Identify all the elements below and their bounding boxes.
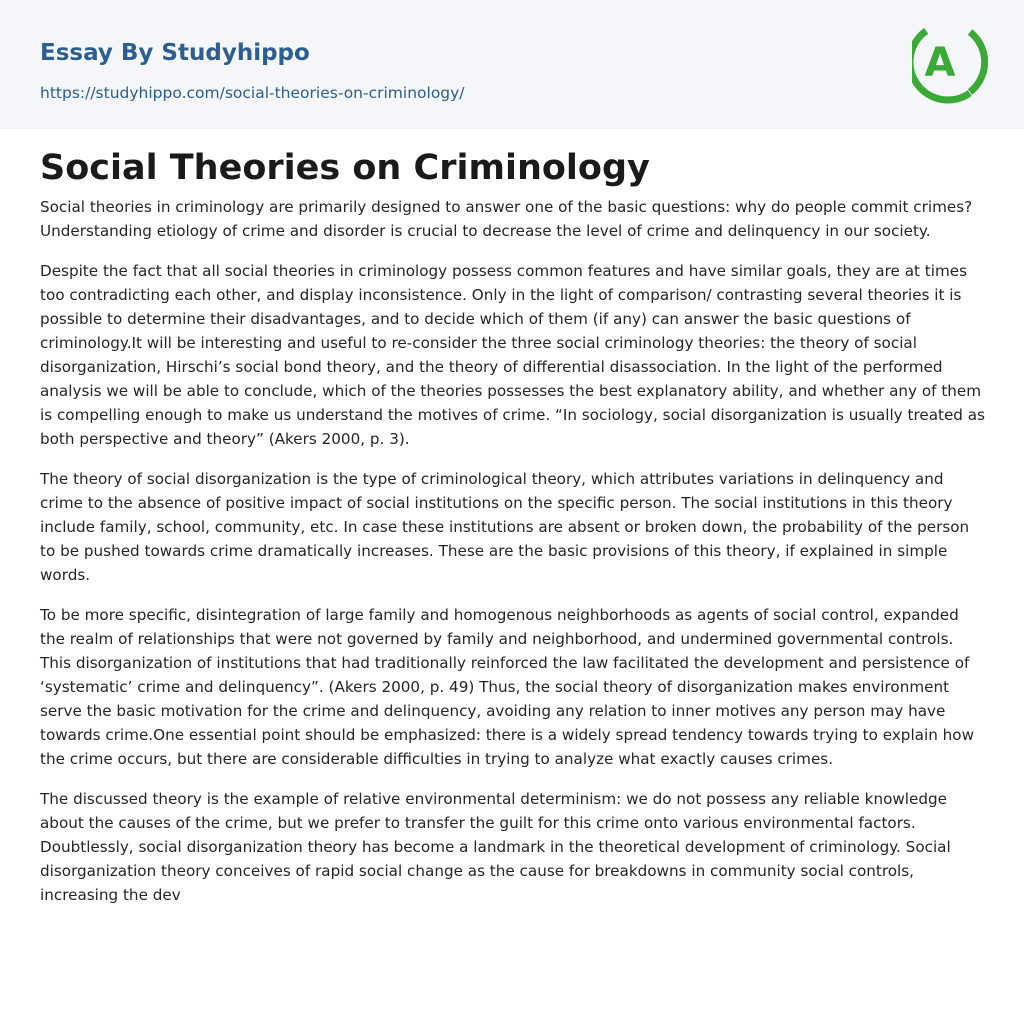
studyhippo-logo-icon[interactable] [912,18,988,106]
svg-text:A: A [924,40,956,86]
article-paragraph: The theory of social disorganization is the type of criminological theory, which attributes variations in delinquency and crime to the absence of positive impact of social institutions on the specific person. The social institutions in this theory include family, school, community, etc. In case these institutions are absent or broken down, the probability of the person to be pushed towards crime dramatically increases. These are the basic provisions of this theory, if explained in simple words. [40,470,970,584]
site-brand[interactable]: Essay By Studyhippo [40,40,310,66]
article-body [40,195,988,923]
essay-url-link[interactable]: https://studyhippo.com/social-theories-on-criminology/ [40,84,465,102]
article-paragraph: The discussed theory is the example of relative environmental determinism: we do not possess any reliable knowledge about the causes of the crime, but we prefer to transfer the guilt for this crime onto various environmental factors. Doubtlessly, social disorganization theory has become a landmark in the theoretical development of criminology. Social disorganization theory conceives of rapid social change as the cause for breakdowns in community social controls, increasing the dev [40,790,951,904]
article-paragraph: Despite the fact that all social theories in criminology possess common features and have similar goals, they are at times too contradicting each other, and display inconsistence. Only in the light of comparison/ contrasting several theories it is possible to determine their disadvantages, and to decide which of them (if any) can answer the basic questions of criminology.It will be interesting and useful to re-consider the three social criminology theories: the theory of social disorganization, Hirschi’s social bond theory, and the theory of differential disassociation. In the light of the performed analysis we will be able to conclude, which of the theories possesses the best explanatory ability, and whether any of them is compelling enough to make us understand the motives of crime. “In sociology, social disorganization is usually treated as both perspective and theory” (Akers 2000, p. 3). [40,262,985,448]
article-paragraph: Social theories in criminology are primarily designed to answer one of the basic questions: why do people commit crimes? Understanding etiology of crime and disorder is crucial to decrease the level of crime and delinquency in our society. [40,198,973,240]
article-paragraph: To be more specific, disintegration of large family and homogenous neighborhoods as agents of social control, expanded the realm of relationships that were not governed by family and neighborhood, and undermined governmental controls. This disorganization of institutions that had traditionally reinforced the law facilitated the development and persistence of ‘systematic’ crime and delinquency”. (Akers 2000, p. 49) Thus, the social theory of disorganization makes environment serve the basic motivation for the crime and delinquency, avoiding any relation to inner motives any person may have towards crime.One essential point should be emphasized: there is a widely spread tendency towards trying to explain how the crime occurs, but there are considerable difficulties in trying to analyze what exactly causes crimes. [40,606,974,768]
article-title: Social Theories on Criminology [40,148,650,188]
